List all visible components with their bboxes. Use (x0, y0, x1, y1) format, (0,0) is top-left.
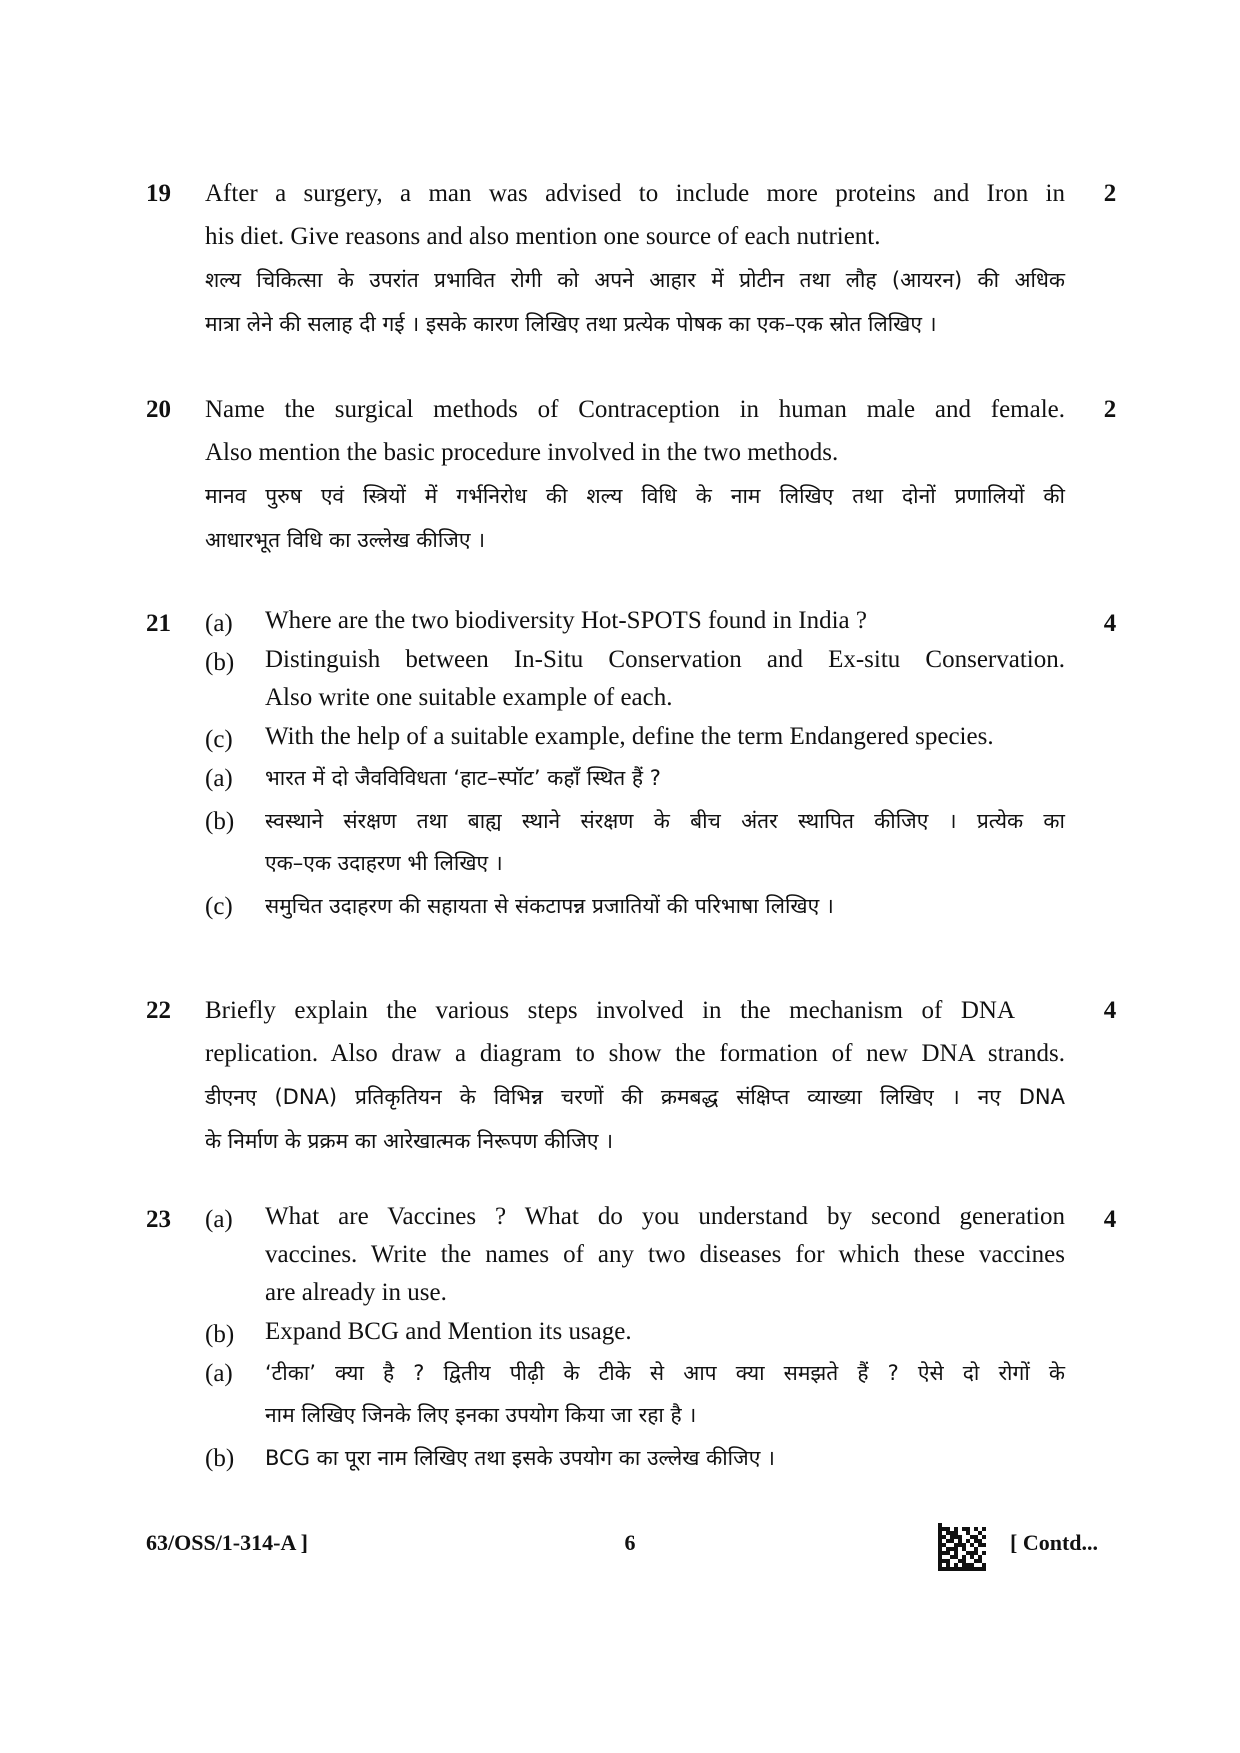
question-part (205, 718, 1065, 756)
question-part (205, 800, 1065, 884)
question-marks: 2 (1103, 396, 1117, 423)
continued-label: [ Contd... (1010, 1530, 1099, 1555)
part-label: (b) (205, 1445, 235, 1472)
hindi-line: के निर्माण के प्रक्रम का आरेखात्मक निरूपण कीजिए । (205, 1129, 614, 1153)
part-line: What are Vaccines ? What do you understand by second generation (265, 1203, 1065, 1230)
page-footer (0, 1523, 1240, 1563)
part-line: BCG का पूरा नाम लिखिए तथा इसके उपयोग का उल्लेख कीजिए । (265, 1446, 775, 1470)
part-line: Where are the two biodiversity Hot-SPOTS found in India ? (265, 607, 867, 634)
part-line: नाम लिखिए जिनके लिए इनका उपयोग किया जा रहा है । (265, 1403, 697, 1427)
part-label: (b) (205, 808, 235, 835)
part-line: समुचित उदाहरण की सहायता से संकटापन्न प्रजातियों की परिभाषा लिखिए । (265, 894, 834, 918)
part-label: (c) (205, 726, 233, 753)
part-line: vaccines. Write the names of any two diseases for which these vaccines (265, 1241, 1065, 1268)
part-label: (a) (205, 1206, 233, 1233)
question-part (205, 885, 1065, 927)
hindi-line: शल्य चिकित्सा के उपरांत प्रभावित रोगी को अपने आहार में प्रोटीन तथा लौह (आयरन) की अधिक (205, 268, 1065, 292)
question-part (205, 641, 1065, 717)
part-label: (a) (205, 610, 233, 637)
part-line: स्वस्थाने संरक्षण तथा बाह्य स्थाने संरक्षण के बीच अंतर स्थापित कीजिए । प्रत्येक का (265, 809, 1065, 833)
question-number: 19 (146, 180, 171, 207)
part-line: Distinguish between In-Situ Conservation and Ex-situ Conservation. (265, 646, 1065, 673)
question-text (205, 388, 1065, 562)
part-line: Also write one suitable example of each. (265, 684, 673, 711)
paper-code: 63/OSS/1-314-A ] (146, 1530, 308, 1555)
part-label: (a) (205, 765, 233, 792)
question-part (205, 602, 1065, 640)
part-label: (c) (205, 893, 233, 920)
part-line: Expand BCG and Mention its usage. (265, 1318, 632, 1345)
part-line: With the help of a suitable example, define the term Endangered species. (265, 723, 994, 750)
page-number: 6 (624, 1530, 636, 1555)
hindi-line: मात्रा लेने की सलाह दी गई । इसके कारण लिखिए तथा प्रत्येक पोषक का एक–एक स्रोत लिखिए । (205, 312, 937, 336)
question-part (205, 1352, 1065, 1436)
english-line: his diet. Give reasons and also mention one source of each nutrient. (205, 223, 881, 250)
hindi-line: मानव पुरुष एवं स्त्रियों में गर्भनिरोध की शल्य विधि के नाम लिखिए तथा दोनों प्रणालियों की (205, 484, 1065, 508)
part-label: (a) (205, 1360, 233, 1387)
question-parts (205, 1198, 1065, 1480)
question-part (205, 757, 1065, 799)
english-line: replication. Also draw a diagram to show the formation of new DNA strands. (205, 1040, 1065, 1067)
english-line: Name the surgical methods of Contraception in human male and female. (205, 396, 1065, 423)
question-text (205, 989, 1065, 1163)
question-marks: 2 (1103, 180, 1117, 207)
part-line: भारत में दो जैवविविधता ‘हाट–स्पॉट’ कहाँ स्थित हैं ? (265, 766, 661, 790)
question-part (205, 1313, 1065, 1351)
question-part (205, 1437, 1065, 1479)
question-number: 20 (146, 396, 171, 423)
question-number: 21 (146, 610, 171, 637)
question-parts (205, 602, 1065, 928)
part-label: (b) (205, 1321, 235, 1348)
part-label: (b) (205, 649, 235, 676)
english-line: Briefly explain the various steps involved in the mechanism of DNA (205, 997, 1015, 1024)
question-text (205, 172, 1065, 346)
question-number: 23 (146, 1206, 171, 1233)
hindi-line: आधारभूत विधि का उल्लेख कीजिए । (205, 528, 486, 552)
english-line: Also mention the basic procedure involved in the two methods. (205, 439, 839, 466)
question-marks: 4 (1103, 1206, 1117, 1233)
question-part (205, 1198, 1065, 1312)
english-line: After a surgery, a man was advised to include more proteins and Iron in (205, 180, 1065, 207)
question-marks: 4 (1103, 997, 1117, 1024)
part-line: ‘टीका’ क्या है ? द्वितीय पीढ़ी के टीके से आप क्या समझते हैं ? ऐसे दो रोगों के (265, 1361, 1065, 1385)
hindi-line: डीएनए (DNA) प्रतिकृतियन के विभिन्न चरणों की क्रमबद्ध संक्षिप्त व्याख्या लिखिए । नए DNA (205, 1085, 1066, 1109)
qr-code-icon (938, 1523, 986, 1571)
question-number: 22 (146, 997, 171, 1024)
part-line: एक–एक उदाहरण भी लिखिए । (265, 851, 503, 875)
part-line: are already in use. (265, 1279, 447, 1306)
question-marks: 4 (1103, 610, 1117, 637)
